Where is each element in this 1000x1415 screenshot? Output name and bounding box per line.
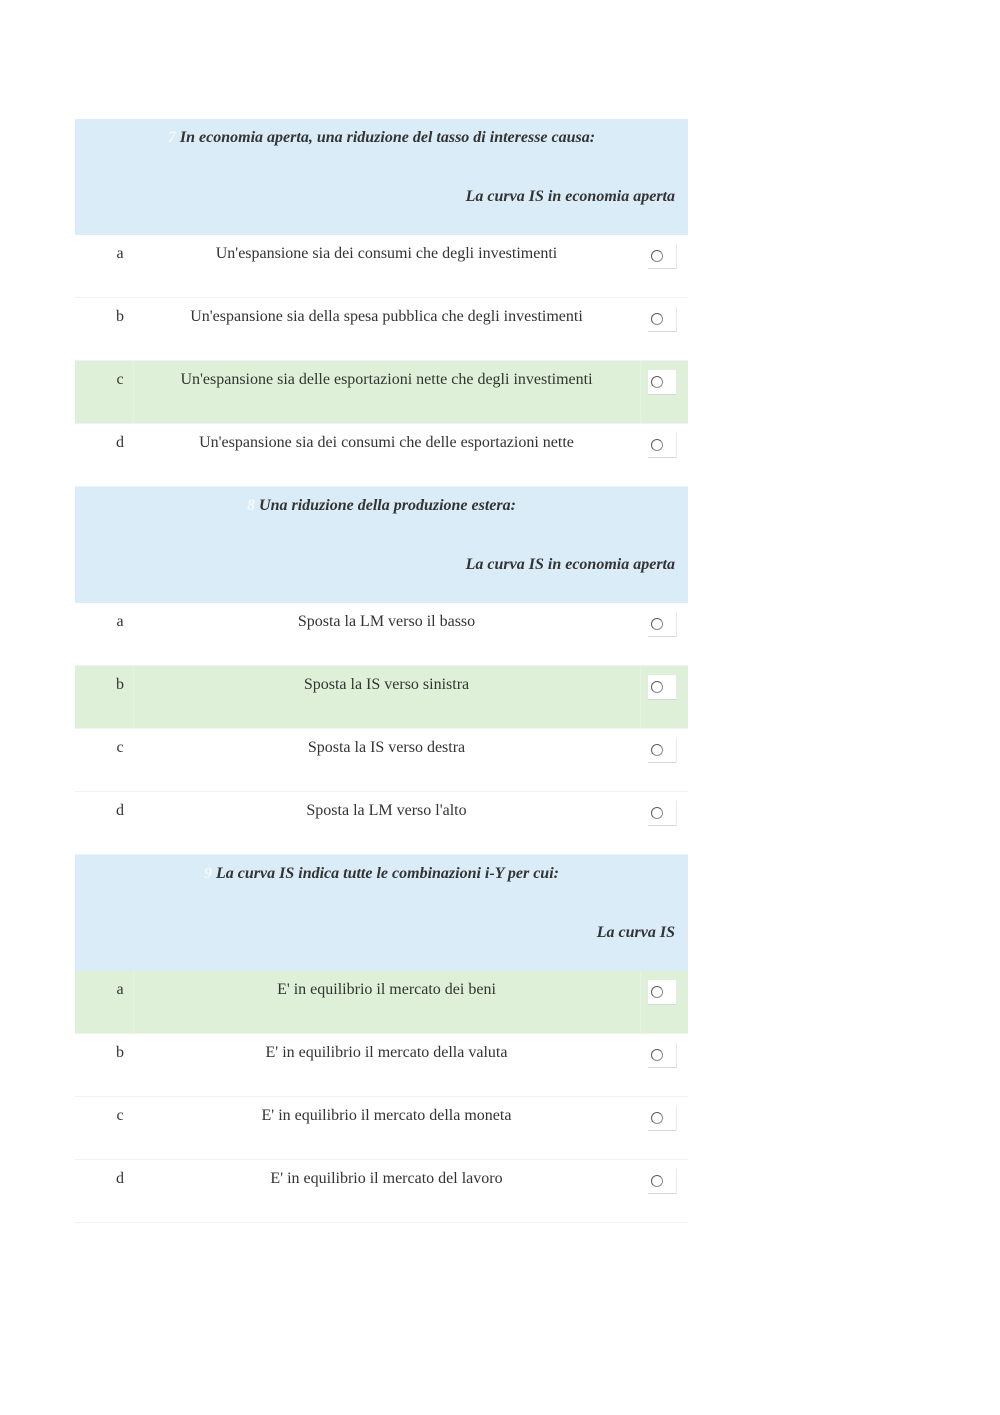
radio-cell xyxy=(648,370,677,395)
answer-text: Sposta la IS verso destra xyxy=(307,739,466,756)
answer-row[interactable] xyxy=(75,1160,688,1223)
radio-cell xyxy=(648,307,677,332)
answer-text: E' in equilibrio il mercato del lavoro xyxy=(270,1170,503,1187)
answer-radio-button[interactable] xyxy=(651,744,663,756)
answer-letter: c xyxy=(116,1107,124,1124)
question-topic: La curva IS in economia aperta xyxy=(465,188,675,205)
radio-cell xyxy=(648,980,677,1005)
question-text xyxy=(75,129,688,147)
question-header xyxy=(75,487,688,603)
question-block xyxy=(75,487,688,855)
answer-row[interactable] xyxy=(75,729,688,792)
answer-row[interactable] xyxy=(75,298,688,361)
question-block xyxy=(75,855,688,1223)
radio-cell xyxy=(648,1043,677,1068)
answer-letter: a xyxy=(116,981,124,998)
answer-text: E' in equilibrio il mercato della moneta xyxy=(261,1107,512,1124)
question-text xyxy=(75,865,688,883)
answer-letter: a xyxy=(116,245,124,262)
question-block xyxy=(75,119,688,487)
question-header xyxy=(75,119,688,235)
answer-row[interactable] xyxy=(75,235,688,298)
answer-text: Sposta la LM verso il basso xyxy=(297,613,476,630)
answer-text: Un'espansione sia delle esportazioni nette che degli investimenti xyxy=(180,371,593,388)
answer-row-correct[interactable] xyxy=(75,361,688,424)
radio-cell xyxy=(648,244,677,269)
question-number: 7 xyxy=(167,129,176,146)
question-topic: La curva IS in economia aperta xyxy=(465,556,675,573)
answer-radio-button[interactable] xyxy=(651,618,663,630)
answer-row[interactable] xyxy=(75,603,688,666)
radio-cell xyxy=(648,433,677,458)
answer-radio-button[interactable] xyxy=(651,376,663,388)
answer-radio-button[interactable] xyxy=(651,807,663,819)
answer-text: Sposta la LM verso l'alto xyxy=(306,802,467,819)
answer-radio-button[interactable] xyxy=(651,1175,663,1187)
answer-row-correct[interactable] xyxy=(75,666,688,729)
answer-text: E' in equilibrio il mercato della valuta xyxy=(265,1044,508,1061)
answer-letter: d xyxy=(116,434,124,451)
answer-letter: d xyxy=(116,1170,124,1187)
question-text xyxy=(75,497,688,515)
quiz-page xyxy=(75,119,688,1223)
radio-cell xyxy=(648,1106,677,1131)
answer-letter: b xyxy=(116,308,124,325)
answer-text: Sposta la IS verso sinistra xyxy=(303,676,470,693)
question-topic: La curva IS xyxy=(596,924,675,941)
question-number: 9 xyxy=(204,865,213,882)
answer-letter: b xyxy=(116,1044,124,1061)
answer-letter: d xyxy=(116,802,124,819)
answer-row[interactable] xyxy=(75,1097,688,1160)
answer-letter: b xyxy=(116,676,124,693)
radio-cell xyxy=(648,675,677,700)
answer-radio-button[interactable] xyxy=(651,313,663,325)
answer-letter: c xyxy=(116,739,124,756)
answer-row-correct[interactable] xyxy=(75,971,688,1034)
answer-radio-button[interactable] xyxy=(651,986,663,998)
answer-radio-button[interactable] xyxy=(651,250,663,262)
answer-radio-button[interactable] xyxy=(651,681,663,693)
question-header xyxy=(75,855,688,971)
answer-text: Un'espansione sia della spesa pubblica che degli investimenti xyxy=(190,308,583,325)
radio-cell xyxy=(648,612,677,637)
answer-radio-button[interactable] xyxy=(651,1049,663,1061)
answer-text: Un'espansione sia dei consumi che degli investimenti xyxy=(215,245,558,262)
radio-cell xyxy=(648,738,677,763)
answer-radio-button[interactable] xyxy=(651,1112,663,1124)
question-prompt: La curva IS indica tutte le combinazioni i-Y per cui: xyxy=(216,865,559,882)
answer-letter: a xyxy=(116,613,124,630)
answer-text: Un'espansione sia dei consumi che delle esportazioni nette xyxy=(199,434,574,451)
radio-cell xyxy=(648,1169,677,1194)
answer-letter: c xyxy=(116,371,124,388)
answer-row[interactable] xyxy=(75,1034,688,1097)
question-prompt: Una riduzione della produzione estera: xyxy=(259,497,516,514)
answer-text: E' in equilibrio il mercato dei beni xyxy=(277,981,496,998)
answer-row[interactable] xyxy=(75,424,688,487)
answer-row[interactable] xyxy=(75,792,688,855)
answer-radio-button[interactable] xyxy=(651,439,663,451)
radio-cell xyxy=(648,801,677,826)
question-number: 8 xyxy=(247,497,256,514)
question-prompt: In economia aperta, una riduzione del tasso di interesse causa: xyxy=(179,129,596,146)
